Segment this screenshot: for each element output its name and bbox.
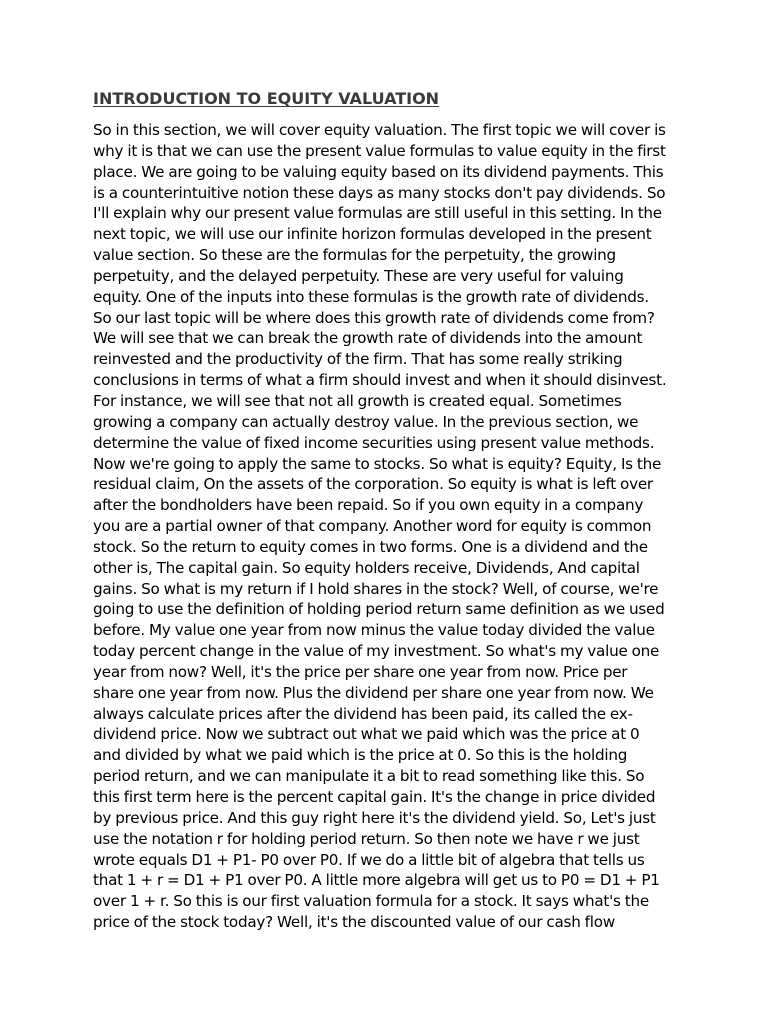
document-title: INTRODUCTION TO EQUITY VALUATION <box>93 89 440 108</box>
document-content <box>93 88 671 933</box>
document-body-paragraph: So in this section, we will cover equity valuation. The first topic we will cover is why it is that we can use the present value formulas to value equity in the first place. We are going to be valuing equity based on its dividend payments. This is a counterintuitive notion these days as many stocks don't pay dividends. So I'll explain why our present value formulas are still useful in this setting. In the next topic, we will use our infinite horizon formulas developed in the present value section. So these are the formulas for the perpetuity, the growing perpetuity, and the delayed perpetuity. These are very useful for valuing equity. One of the inputs into these formulas is the growth rate of dividends. So our last topic will be where does this growth rate of dividends come from? We will see that we can break the growth rate of dividends into the amount reinvested and the productivity of the firm. That has some really striking conclusions in terms of what a firm should invest and when it should disinvest. For instance, we will see that not all growth is created equal. Sometimes growing a company can actually destroy value. In the previous section, we determine the value of fixed income securities using present value methods. Now we're going to apply the same to stocks. So what is equity? Equity, Is the residual claim, On the assets of the corporation. So equity is what is left over after the bondholders have been repaid. So if you own equity in a company you are a partial owner of that company. Another word for equity is common stock. So the return to equity comes in two forms. One is a dividend and the other is, The capital gain. So equity holders receive, Dividends, And capital gains. So what is my return if I hold shares in the stock? Well, of course, we're going to use the definition of holding period return same definition as we used before. My value one year from now minus the value today divided the value today percent change in the value of my investment. So what's my value one year from now? Well, it's the price per share one year from now. Price per share one year from now. Plus the dividend per share one year from now. We always calculate prices after the dividend has been paid, its called the ex-dividend price. Now we subtract out what we paid which was the price at 0 and divided by what we paid which is the price at 0. So this is the holding period return, and we can manipulate it a bit to read something like this. So this first term here is the percent capital gain. It's the change in price divided by previous price. And this guy right here it's the dividend yield. So, Let's just use the notation r for holding period return. So then note we have r we just wrote equals D1 + P1- P0 over P0. If we do a little bit of algebra that tells us that 1 + r = D1 + P1 over P0. A little more algebra will get us to P0 = D1 + P1 over 1 + r. So this is our first valuation formula for a stock. It says what's the price of the stock today? Well, it's the discounted value of our cash flow <box>93 121 667 932</box>
